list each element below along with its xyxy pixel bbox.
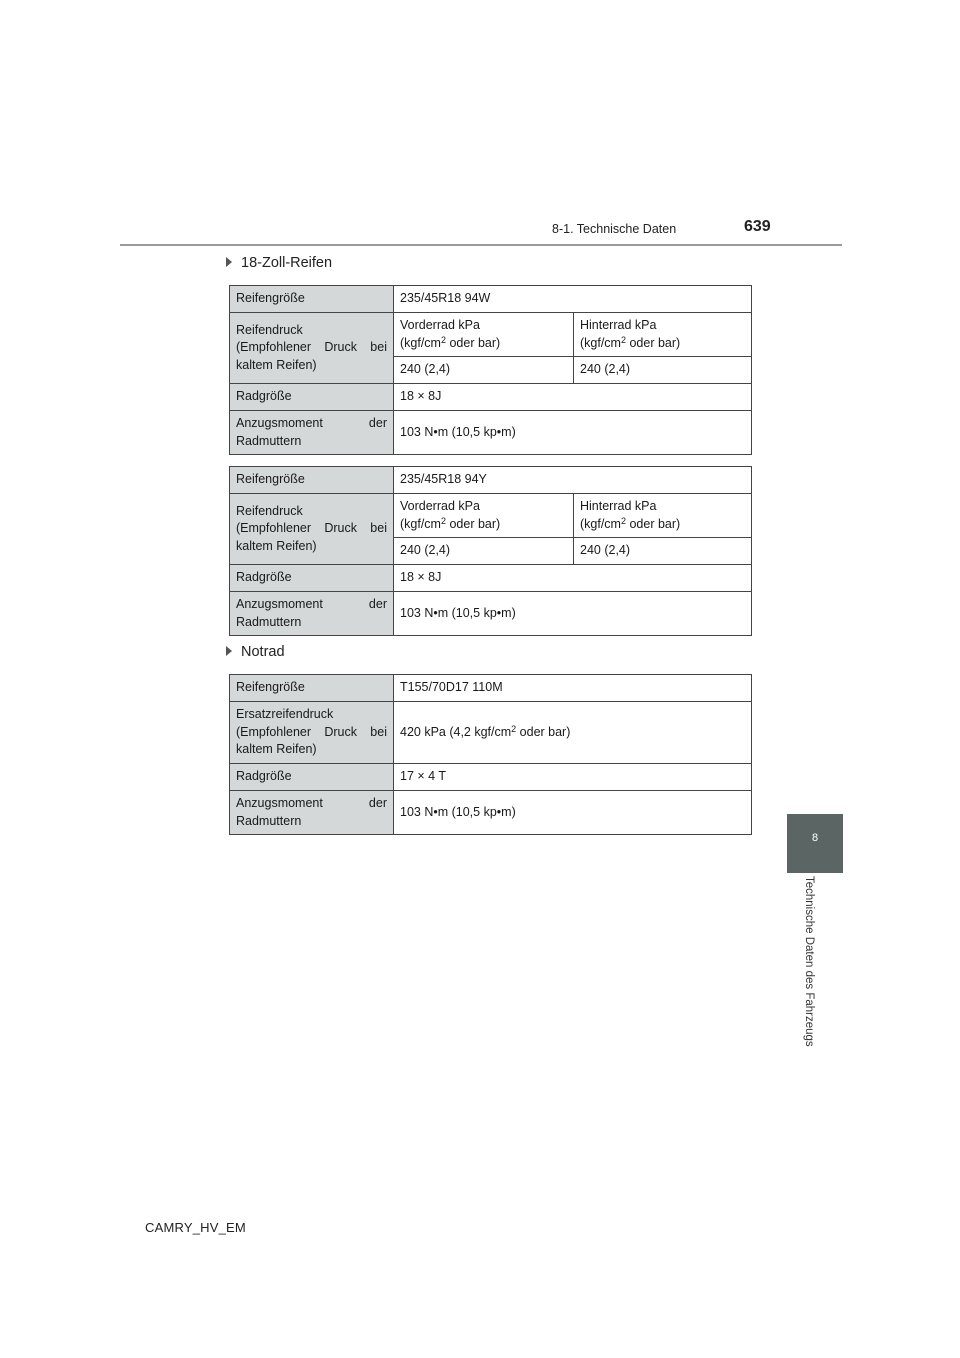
page-number: 639 [744, 218, 771, 235]
rear-pressure-header: Hinterrad kPa ($kgf/cm^2$ oder bar) [574, 313, 752, 357]
tire-size-label: Reifengröße [230, 675, 394, 702]
section-heading-18-inch: 18-Zoll-Reifen [226, 255, 332, 271]
front-pressure-value: 240 (2,4) [394, 357, 574, 384]
header-divider [120, 244, 842, 246]
tire-size-label: Reifengröße [230, 467, 394, 494]
header-section-title: 8-1. Technische Daten [552, 222, 677, 236]
tire-pressure-label: Reifendruck (Empfohlener Druck bei kaltem Reifen) [230, 313, 394, 384]
section-heading-spare: Notrad [226, 644, 285, 660]
torque-label: Anzugsmoment der Radmuttern [230, 592, 394, 636]
torque-value: 103 N•m (10,5 kp•m) [394, 592, 752, 636]
front-pressure-header: Vorderrad kPa ($kgf/cm^2$ oder bar) [394, 313, 574, 357]
wheel-size-label: Radgröße [230, 384, 394, 411]
tire-size-value: T155/70D17 110M [394, 675, 752, 702]
tire-size-label: Reifengröße [230, 286, 394, 313]
tire-size-value: 235/45R18 94W [394, 286, 752, 313]
tire-spec-table-1 [229, 285, 752, 455]
wheel-size-label: Radgröße [230, 764, 394, 791]
chapter-tab[interactable]: 8 [787, 814, 843, 873]
tire-spec-table-2 [229, 466, 752, 636]
model-code: CAMRY_HV_EM [145, 1220, 246, 1235]
spare-pressure-value: 420 kPa (4,2 kgf/$cm^2$ oder bar) [394, 702, 752, 764]
torque-label: Anzugsmoment der Radmuttern [230, 791, 394, 835]
wheel-size-label: Radgröße [230, 565, 394, 592]
wheel-size-value: 18 × 8J [394, 384, 752, 411]
tire-pressure-label: Reifendruck (Empfohlener Druck bei kaltem Reifen) [230, 494, 394, 565]
wheel-size-value: 18 × 8J [394, 565, 752, 592]
torque-label: Anzugsmoment der Radmuttern [230, 411, 394, 455]
torque-value: 103 N•m (10,5 kp•m) [394, 791, 752, 835]
front-pressure-header: Vorderrad kPa ($kgf/cm^2$ oder bar) [394, 494, 574, 538]
spare-tire-spec-table [229, 674, 752, 835]
torque-value: 103 N•m (10,5 kp•m) [394, 411, 752, 455]
bullet-arrow-icon [226, 257, 232, 267]
spare-pressure-label: Ersatzreifendruck (Empfohlener Druck bei kaltem Reifen) [230, 702, 394, 764]
rear-pressure-value: 240 (2,4) [574, 357, 752, 384]
chapter-tab-label: Technische Daten des Fahrzeugs [803, 876, 815, 1047]
front-pressure-value: 240 (2,4) [394, 538, 574, 565]
rear-pressure-value: 240 (2,4) [574, 538, 752, 565]
tire-size-value: 235/45R18 94Y [394, 467, 752, 494]
rear-pressure-header: Hinterrad kPa ($kgf/cm^2$ oder bar) [574, 494, 752, 538]
wheel-size-value: 17 × 4 T [394, 764, 752, 791]
bullet-arrow-icon [226, 646, 232, 656]
